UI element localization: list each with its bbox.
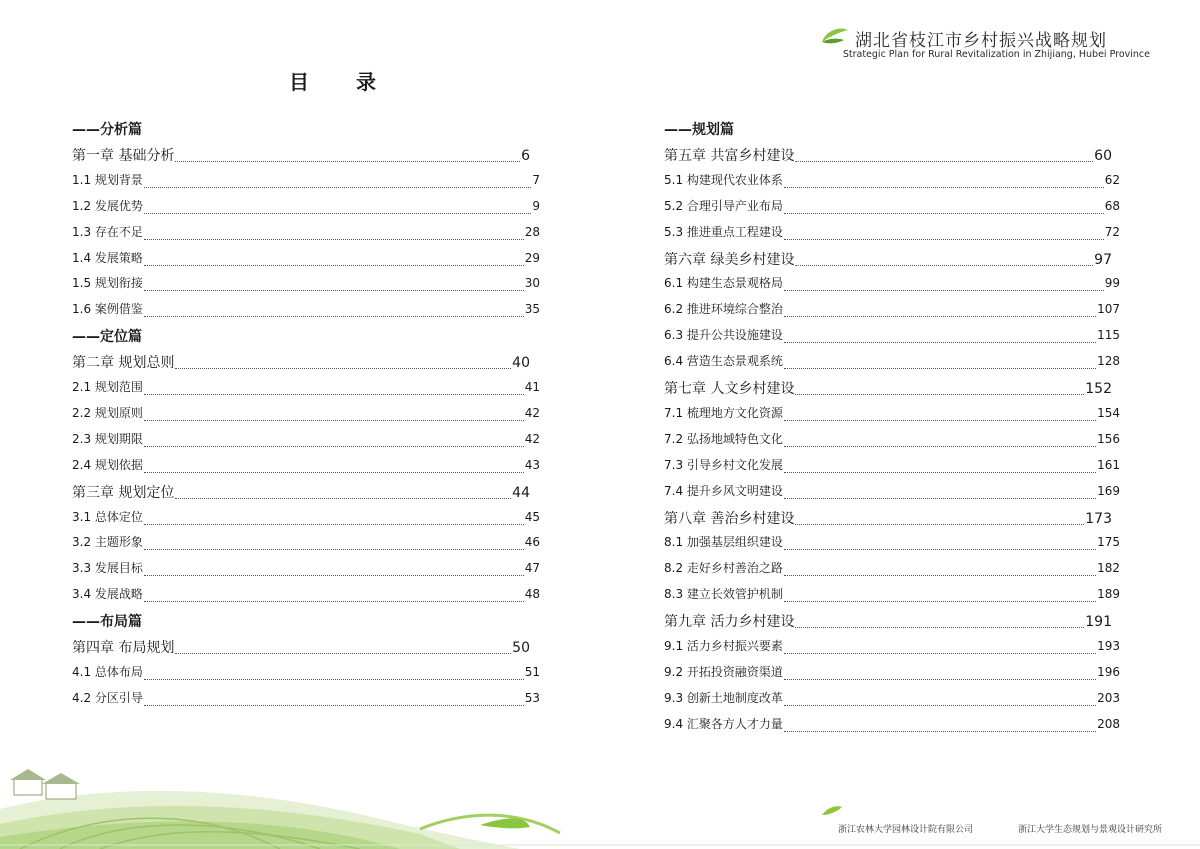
toc-entry-title: 3.4 发展战略 xyxy=(72,587,143,602)
toc-page-number: 208 xyxy=(1097,716,1120,731)
toc-entry-title: 1.4 发展策略 xyxy=(72,250,143,265)
toc-subsection-entry[interactable] xyxy=(72,430,540,450)
toc-entry-title: 第八章 善治乡村建设 xyxy=(664,510,795,527)
toc-entry-title: 1.1 规划背景 xyxy=(72,172,143,187)
toc-subsection-entry[interactable] xyxy=(664,326,1120,346)
toc-entry-title: ——规划篇 xyxy=(664,122,734,138)
toc-entry-title: 1.3 存在不足 xyxy=(72,224,143,239)
toc-entry-title: ——分析篇 xyxy=(72,122,142,138)
dot-leader xyxy=(784,186,1104,188)
toc-page-number: 196 xyxy=(1097,664,1120,679)
toc-entry-title: 7.4 提升乡风文明建设 xyxy=(664,483,783,498)
toc-page-number: 128 xyxy=(1097,354,1120,369)
toc-chapter-entry[interactable] xyxy=(664,378,1112,398)
toc-page-number: 7 xyxy=(532,172,540,187)
toc-subsection-entry[interactable] xyxy=(72,274,540,294)
toc-page-number: 99 xyxy=(1104,276,1120,291)
toc-entry-title: 第七章 人文乡村建设 xyxy=(664,381,795,397)
toc-page-number: 41 xyxy=(524,380,540,394)
toc-page-number: 161 xyxy=(1097,457,1120,472)
toc-page-number: 169 xyxy=(1097,483,1120,498)
toc-entry-title: 7.2 弘扬地域特色文化 xyxy=(664,431,783,446)
toc-entry-title: 1.6 案例借鉴 xyxy=(72,302,143,317)
toc-entry-title: 2.3 规划期限 xyxy=(72,431,143,446)
dot-leader xyxy=(144,523,524,525)
toc-page-number: 107 xyxy=(1097,302,1120,317)
dot-leader xyxy=(784,548,1096,550)
toc-section-heading xyxy=(72,611,142,631)
dot-leader xyxy=(144,445,524,447)
dot-leader xyxy=(795,626,1084,628)
toc-page-number: 72 xyxy=(1104,224,1120,239)
toc-subsection-entry[interactable] xyxy=(664,715,1120,735)
toc-subsection-entry[interactable] xyxy=(72,197,540,217)
toc-chapter-entry[interactable] xyxy=(664,249,1112,269)
toc-chapter-entry[interactable] xyxy=(72,482,530,502)
dot-leader xyxy=(784,574,1096,576)
toc-entry-title: 3.3 发展目标 xyxy=(72,561,143,576)
toc-chapter-entry[interactable] xyxy=(72,637,530,657)
dot-leader xyxy=(175,367,511,369)
dot-leader xyxy=(144,393,524,395)
toc-page-number: 175 xyxy=(1097,535,1120,550)
dot-leader xyxy=(144,238,524,240)
toc-subsection-entry[interactable] xyxy=(664,533,1120,553)
toc-page-number: 40 xyxy=(512,355,530,372)
dot-leader xyxy=(795,264,1093,266)
toc-page-number: 46 xyxy=(524,535,540,550)
toc-subsection-entry[interactable] xyxy=(664,585,1120,605)
dot-leader xyxy=(144,289,524,291)
toc-entry-title: 4.1 总体布局 xyxy=(72,664,143,679)
toc-page-number: 44 xyxy=(512,484,530,501)
toc-page-number: 97 xyxy=(1094,251,1112,268)
toc-entry-title: 6.3 提升公共设施建设 xyxy=(664,328,783,343)
dot-leader xyxy=(784,341,1096,343)
toc-subsection-entry[interactable] xyxy=(72,300,540,320)
toc-section-heading xyxy=(72,119,142,139)
toc-page-number: 203 xyxy=(1097,690,1120,705)
toc-entry-title: 5.3 推进重点工程建设 xyxy=(664,224,783,239)
toc-page-number: 51 xyxy=(524,664,540,679)
toc-subsection-entry[interactable] xyxy=(664,223,1120,243)
toc-page-number: 68 xyxy=(1104,198,1120,213)
toc-entry-title: 第二章 规划总则 xyxy=(72,355,175,372)
toc-entry-title: 7.3 引导乡村文化发展 xyxy=(664,457,783,472)
dot-leader xyxy=(144,186,531,188)
toc-entry-title: 1.5 规划衔接 xyxy=(72,276,143,291)
farmhouse-icon xyxy=(10,769,80,799)
toc-page-number: 156 xyxy=(1097,431,1120,446)
dot-leader xyxy=(784,212,1104,214)
toc-page-number: 42 xyxy=(524,405,540,420)
toc-subsection-entry[interactable] xyxy=(664,482,1120,502)
dot-leader xyxy=(144,548,524,550)
toc-page-number: 35 xyxy=(524,302,540,317)
toc-subsection-entry[interactable] xyxy=(664,559,1120,579)
toc-page-number: 28 xyxy=(524,224,540,239)
page-title: 目 录 xyxy=(289,70,396,94)
dot-leader xyxy=(784,497,1096,499)
toc-entry-title: 6.1 构建生态景观格局 xyxy=(664,276,783,291)
toc-chapter-entry[interactable] xyxy=(664,508,1112,528)
toc-subsection-entry[interactable] xyxy=(664,689,1120,709)
toc-entry-title: 2.4 规划依据 xyxy=(72,457,143,472)
toc-page-number: 30 xyxy=(524,276,540,291)
toc-subsection-entry[interactable] xyxy=(72,585,540,605)
toc-page-number: 154 xyxy=(1097,405,1120,420)
dot-leader xyxy=(144,471,524,473)
toc-chapter-entry[interactable] xyxy=(72,145,530,165)
toc-subsection-entry[interactable] xyxy=(72,171,540,191)
toc-page-number: 50 xyxy=(512,640,530,656)
dot-leader xyxy=(784,367,1096,369)
dot-leader xyxy=(784,238,1104,240)
toc-entry-title: 2.1 规划范围 xyxy=(72,380,143,394)
toc-subsection-entry[interactable] xyxy=(72,663,540,683)
dot-leader xyxy=(144,600,524,602)
toc-page-number: 62 xyxy=(1104,172,1120,187)
toc-entry-title: 第一章 基础分析 xyxy=(72,147,175,164)
toc-subsection-entry[interactable] xyxy=(664,456,1120,476)
dot-leader xyxy=(175,497,511,499)
toc-page-number: 173 xyxy=(1085,510,1112,527)
toc-entry-title: 5.1 构建现代农业体系 xyxy=(664,172,783,187)
toc-entry-title: 6.2 推进环境综合整治 xyxy=(664,302,783,317)
toc-entry-title: 1.2 发展优势 xyxy=(72,198,143,213)
toc-entry-title: 第四章 布局规划 xyxy=(72,640,175,656)
toc-entry-title: ——布局篇 xyxy=(72,614,142,631)
dot-leader xyxy=(795,523,1084,525)
toc-entry-title: 第三章 规划定位 xyxy=(72,484,175,501)
toc-page-number: 9 xyxy=(532,198,540,213)
toc-subsection-entry[interactable] xyxy=(664,663,1120,683)
toc-entry-title: 8.3 建立长效管护机制 xyxy=(664,587,783,602)
toc-section-heading xyxy=(72,326,142,346)
footer-org-2: 浙江大学生态规划与景观设计研究所 xyxy=(1018,825,1163,835)
toc-entry-title: 9.2 开拓投资融资渠道 xyxy=(664,664,783,679)
toc-entry-title: 第九章 活力乡村建设 xyxy=(664,614,795,631)
toc-page-number: 53 xyxy=(524,690,540,705)
dot-leader xyxy=(144,419,524,421)
toc-subsection-entry[interactable] xyxy=(664,352,1120,372)
toc-page-number: 152 xyxy=(1085,381,1112,397)
toc-subsection-entry[interactable] xyxy=(664,430,1120,450)
dot-leader xyxy=(795,393,1084,395)
toc-left-column xyxy=(72,0,542,849)
toc-subsection-entry[interactable] xyxy=(72,456,540,476)
dot-leader xyxy=(144,704,524,706)
toc-subsection-entry[interactable] xyxy=(664,300,1120,320)
toc-chapter-entry[interactable] xyxy=(664,611,1112,631)
toc-subsection-entry[interactable] xyxy=(72,404,540,424)
toc-page-number: 60 xyxy=(1094,147,1112,164)
toc-page-number: 45 xyxy=(524,509,540,524)
dot-leader xyxy=(784,289,1104,291)
toc-subsection-entry[interactable] xyxy=(72,689,540,709)
toc-entry-title: 8.1 加强基层组织建设 xyxy=(664,535,783,550)
toc-entry-title: 9.1 活力乡村振兴要素 xyxy=(664,639,783,653)
footer-org-1: 浙江农林大学园林设计院有限公司 xyxy=(838,825,974,835)
toc-subsection-entry[interactable] xyxy=(664,274,1120,294)
dot-leader xyxy=(784,652,1096,654)
toc-subsection-entry[interactable] xyxy=(664,637,1120,657)
toc-page-number: 6 xyxy=(521,147,530,164)
dot-leader xyxy=(144,264,524,266)
toc-page-number: 43 xyxy=(524,457,540,472)
plan-title: 湖北省枝江市乡村振兴战略规划 xyxy=(855,31,1107,51)
plan-subtitle: Strategic Plan for Rural Revitalization in Zhijiang, Hubei Province xyxy=(842,49,1150,60)
toc-subsection-entry[interactable] xyxy=(72,378,540,398)
toc-subsection-entry[interactable] xyxy=(664,197,1120,217)
toc-entry-title: 9.4 汇聚各方人才力量 xyxy=(664,716,783,731)
footer-leaf-icon xyxy=(822,806,842,815)
dot-leader xyxy=(175,652,511,654)
toc-entry-title: 4.2 分区引导 xyxy=(72,690,143,705)
dot-leader xyxy=(784,678,1096,680)
toc-page-number: 29 xyxy=(524,250,540,265)
toc-right-column xyxy=(664,0,1134,849)
toc-chapter-entry[interactable] xyxy=(72,352,530,372)
toc-section-heading xyxy=(664,119,734,139)
dot-leader xyxy=(175,160,520,162)
toc-page-number: 182 xyxy=(1097,561,1120,576)
toc-entry-title: 5.2 合理引导产业布局 xyxy=(664,198,783,213)
toc-entry-title: 第五章 共富乡村建设 xyxy=(664,147,795,164)
toc-page-number: 115 xyxy=(1097,328,1120,343)
toc-page-number: 189 xyxy=(1097,587,1120,602)
toc-entry-title: 3.2 主题形象 xyxy=(72,535,143,550)
toc-chapter-entry[interactable] xyxy=(664,145,1112,165)
toc-subsection-entry[interactable] xyxy=(72,533,540,553)
dot-leader xyxy=(784,419,1096,421)
toc-page-number: 47 xyxy=(524,561,540,576)
toc-entry-title: 2.2 规划原则 xyxy=(72,405,143,420)
toc-entry-title: 3.1 总体定位 xyxy=(72,509,143,524)
toc-subsection-entry[interactable] xyxy=(72,249,540,269)
toc-subsection-entry[interactable] xyxy=(72,559,540,579)
dot-leader xyxy=(784,730,1096,732)
toc-page-number: 191 xyxy=(1085,614,1112,631)
dot-leader xyxy=(784,315,1096,317)
footer xyxy=(0,749,1200,849)
dot-leader xyxy=(784,471,1096,473)
dot-leader xyxy=(784,445,1096,447)
toc-entry-title: 6.4 营造生态景观系统 xyxy=(664,354,783,369)
toc-entry-title: 8.2 走好乡村善治之路 xyxy=(664,561,783,576)
toc-entry-title: 7.1 梳理地方文化资源 xyxy=(664,405,783,420)
dot-leader xyxy=(144,678,524,680)
toc-page-number: 193 xyxy=(1097,639,1120,653)
toc-subsection-entry[interactable] xyxy=(664,171,1120,191)
dot-leader xyxy=(144,315,524,317)
toc-page-number: 42 xyxy=(524,431,540,446)
dot-leader xyxy=(795,160,1093,162)
dot-leader xyxy=(144,212,531,214)
toc-subsection-entry[interactable] xyxy=(72,508,540,528)
toc-entry-title: ——定位篇 xyxy=(72,329,142,346)
dot-leader xyxy=(784,704,1096,706)
toc-subsection-entry[interactable] xyxy=(664,404,1120,424)
dot-leader xyxy=(144,574,524,576)
toc-page-number: 48 xyxy=(524,587,540,602)
dot-leader xyxy=(784,600,1096,602)
toc-entry-title: 9.3 创新土地制度改革 xyxy=(664,690,783,705)
toc-entry-title: 第六章 绿美乡村建设 xyxy=(664,251,795,268)
toc-subsection-entry[interactable] xyxy=(72,223,540,243)
